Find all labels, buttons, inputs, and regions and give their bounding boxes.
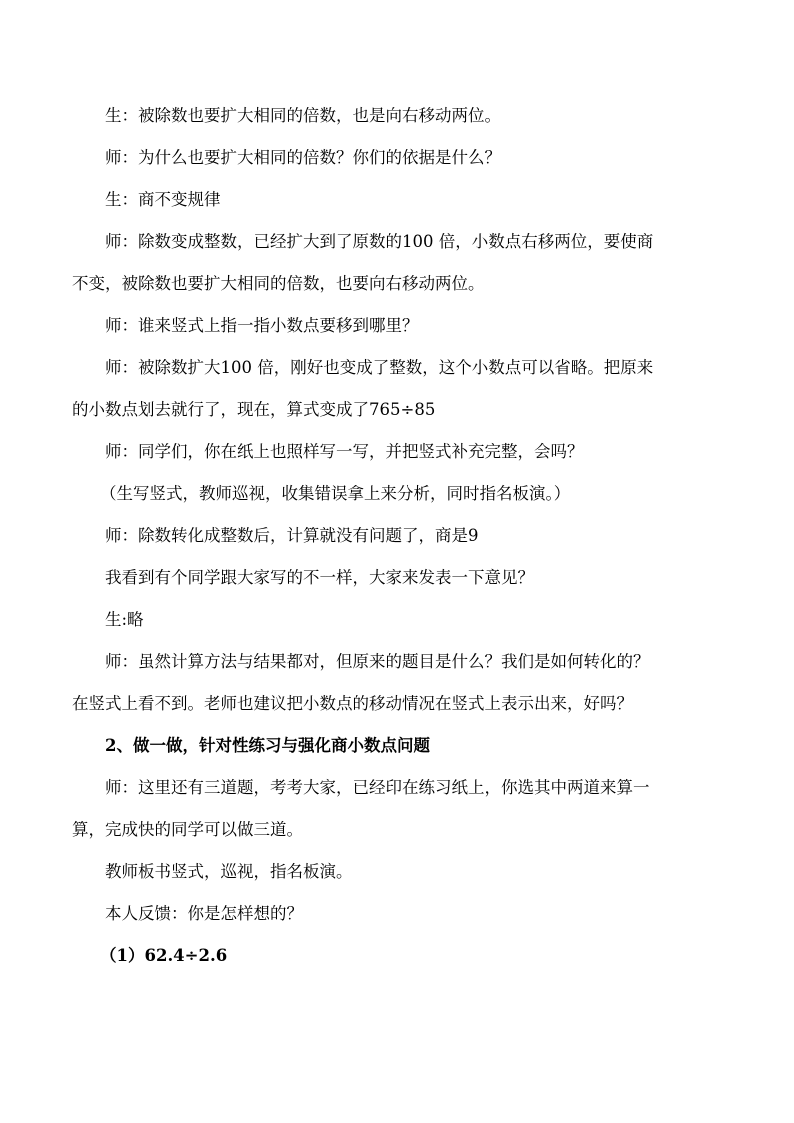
- paragraph-line: 算，完成快的同学可以做三道。: [72, 820, 303, 839]
- paragraph-line: 师：谁来竖式上指一指小数点要移到哪里？: [105, 316, 419, 335]
- paragraph-line: 师：这里还有三道题，考考大家，已经印在练习纸上，你选其中两道来算一: [105, 778, 650, 797]
- paragraph-line: 在竖式上看不到。老师也建议把小数点的移动情况在竖式上表示出来，好吗？: [72, 694, 633, 713]
- paragraph-line: 师：同学们，你在纸上也照样写一写，并把竖式补充完整，会吗？: [105, 442, 584, 461]
- paragraph-line: 我看到有个同学跟大家写的不一样，大家来发表一下意见？: [105, 568, 534, 587]
- paragraph-line: 师：虽然计算方法与结果都对，但原来的题目是什么？我们是如何转化的？: [105, 652, 650, 671]
- paragraph-line: 师：为什么也要扩大相同的倍数？你们的依据是什么？: [105, 148, 501, 167]
- paragraph-line: 教师板书竖式，巡视，指名板演。: [105, 862, 353, 881]
- paragraph-line: 生：商不变规律: [105, 190, 221, 209]
- paragraph-line: 师：除数转化成整数后，计算就没有问题了，商是9: [105, 526, 479, 545]
- paragraph-line: 生:略: [105, 610, 144, 629]
- exercise-item: （1）62.4÷2.6: [100, 946, 228, 965]
- paragraph-line: 本人反馈：你是怎样想的？: [105, 904, 303, 923]
- paragraph-line: （生写竖式，教师巡视，收集错误拿上来分析，同时指名板演。）: [100, 484, 571, 503]
- paragraph-line: 师：被除数扩大100 倍，刚好也变成了整数，这个小数点可以省略。把原来: [105, 358, 654, 377]
- section-heading: 2、做一做，针对性练习与强化商小数点问题: [105, 736, 430, 755]
- paragraph-line: 师：除数变成整数，已经扩大到了原数的100 倍，小数点右移两位，要使商: [105, 232, 654, 251]
- paragraph-line: 的小数点划去就行了，现在，算式变成了765÷85: [72, 400, 436, 419]
- paragraph-line: 生：被除数也要扩大相同的倍数，也是向右移动两位。: [105, 106, 501, 125]
- paragraph-line: 不变，被除数也要扩大相同的倍数，也要向右移动两位。: [72, 274, 485, 293]
